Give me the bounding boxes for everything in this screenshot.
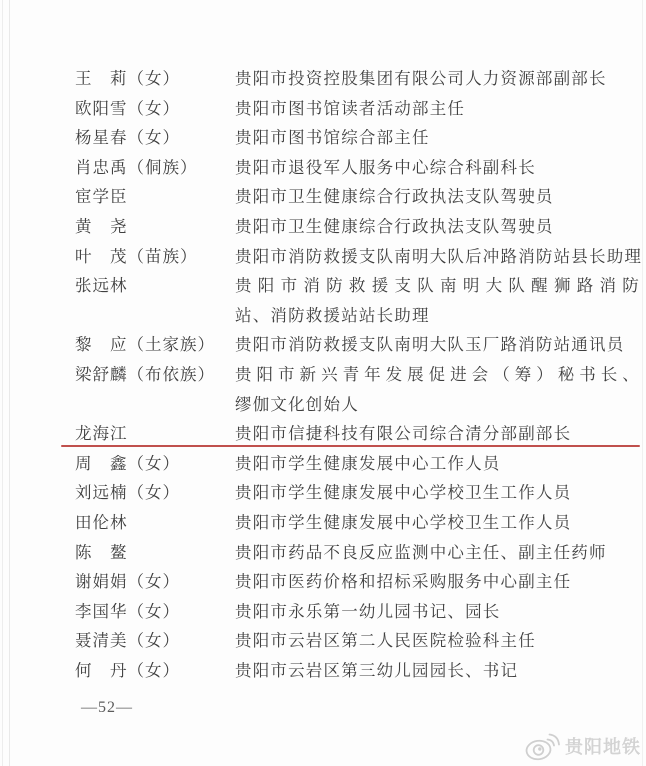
honoree-row xyxy=(75,597,640,627)
honoree-row xyxy=(75,567,640,597)
honoree-position xyxy=(235,94,640,124)
position-line: 站、消防救援站站长助理 xyxy=(235,305,430,325)
honoree-name: 叶 茂（苗族） xyxy=(75,246,198,266)
weibo-icon xyxy=(524,730,562,762)
honoree-position xyxy=(235,212,640,242)
position-line: 贵阳市图书馆读者活动部主任 xyxy=(235,98,466,118)
honoree-row xyxy=(75,64,640,94)
page-number: —52— xyxy=(81,699,133,717)
honoree-row xyxy=(75,478,640,508)
honoree-row xyxy=(75,94,640,124)
honoree-row xyxy=(75,153,640,183)
honoree-row xyxy=(75,360,640,419)
honoree-position xyxy=(235,64,640,94)
position-line: 贵阳市消防救援支队南明大队后冲路消防站县长助理 xyxy=(235,246,643,266)
honoree-name: 李国华（女） xyxy=(75,601,180,621)
honoree-position xyxy=(235,567,640,597)
honoree-position xyxy=(235,153,640,183)
position-line: 贵阳市新兴青年发展促进会（筹）秘书长、 xyxy=(235,364,640,384)
position-line: 贵阳市卫生健康综合行政执法支队驾驶员 xyxy=(235,187,554,207)
honoree-name: 黄 尧 xyxy=(75,216,128,236)
honoree-name: 杨星春（女） xyxy=(75,128,180,148)
honoree-row xyxy=(75,656,640,686)
position-line: 贵阳市退役军人服务中心综合科副科长 xyxy=(235,157,536,177)
honoree-position xyxy=(235,478,640,508)
honoree-row xyxy=(75,271,640,330)
scan-edge-line xyxy=(9,0,10,766)
scan-edge-line xyxy=(2,0,3,766)
honoree-name: 欧阳雪（女） xyxy=(75,98,180,118)
honoree-row xyxy=(75,508,640,538)
honoree-name: 谢娟娟（女） xyxy=(75,572,180,592)
honoree-position xyxy=(235,538,640,568)
honoree-position xyxy=(235,330,640,360)
honoree-name: 何 丹（女） xyxy=(75,660,180,680)
honoree-row xyxy=(75,538,640,568)
honoree-position xyxy=(235,182,640,212)
honoree-name: 周 鑫（女） xyxy=(75,453,180,473)
honoree-name: 陈 鳌 xyxy=(75,542,128,562)
honoree-name: 肖忠禹（侗族） xyxy=(75,157,198,177)
position-line: 贵阳市学生健康发展中心学校卫生工作人员 xyxy=(235,512,572,532)
watermark xyxy=(524,730,641,762)
honoree-name: 田伦林 xyxy=(75,512,128,532)
honoree-position xyxy=(235,123,640,153)
honoree-name: 张远林 xyxy=(75,276,128,296)
position-line: 贵阳市云岩区第二人民医院检验科主任 xyxy=(235,631,536,651)
honoree-name: 黎 应（土家族） xyxy=(75,335,215,355)
honoree-name: 刘远楠（女） xyxy=(75,483,180,503)
honoree-row xyxy=(75,330,640,360)
watermark-text: 贵阳地铁 xyxy=(565,737,641,757)
honoree-position xyxy=(235,360,640,419)
position-line: 贵阳市学生健康发展中心学校卫生工作人员 xyxy=(235,483,572,503)
position-line: 贵阳市云岩区第三幼儿园园长、书记 xyxy=(235,660,519,680)
honoree-name: 宦学臣 xyxy=(75,187,128,207)
position-line: 贵阳市投资控股集团有限公司人力资源部副部长 xyxy=(235,69,607,88)
position-line: 贵阳市消防救援支队南明大队玉厂路消防站通讯员 xyxy=(235,335,625,355)
honoree-name: 聂清美（女） xyxy=(75,631,180,651)
position-line: 贵阳市药品不良反应监测中心主任、副主任药师 xyxy=(235,542,607,562)
honoree-position xyxy=(235,242,643,272)
honoree-position xyxy=(235,419,640,449)
position-line: 贵阳市永乐第一幼儿园书记、园长 xyxy=(235,601,501,621)
honoree-row xyxy=(75,212,640,242)
position-line: 缪伽文化创始人 xyxy=(235,394,359,414)
honoree-name: 梁舒麟（布依族） xyxy=(75,364,215,384)
position-line: 贵阳市学生健康发展中心工作人员 xyxy=(235,453,501,473)
honoree-position xyxy=(235,271,640,330)
honoree-row xyxy=(75,123,640,153)
entries-list xyxy=(75,64,643,685)
honoree-position xyxy=(235,508,640,538)
honoree-name: 龙海江 xyxy=(75,424,128,444)
position-line: 贵阳市医药价格和招标采购服务中心副主任 xyxy=(235,572,572,592)
honoree-row xyxy=(75,626,640,656)
honoree-row-underlined xyxy=(75,419,640,449)
honoree-name: 王 莉（女） xyxy=(75,69,180,88)
position-line: 贵阳市信捷科技有限公司综合清分部副部长 xyxy=(235,424,572,444)
position-line: 贵阳市图书馆综合部主任 xyxy=(235,128,430,148)
honoree-position xyxy=(235,449,640,479)
honoree-list xyxy=(75,64,643,717)
scan-edge-line xyxy=(642,0,643,766)
honoree-position xyxy=(235,626,640,656)
position-line: 贵阳市卫生健康综合行政执法支队驾驶员 xyxy=(235,216,554,236)
honoree-row xyxy=(75,242,643,272)
honoree-position xyxy=(235,597,640,627)
position-line: 贵阳市消防救援支队南明大队醒狮路消防 xyxy=(235,276,640,296)
honoree-row xyxy=(75,182,640,212)
honoree-position xyxy=(235,656,640,686)
honoree-row xyxy=(75,449,640,479)
